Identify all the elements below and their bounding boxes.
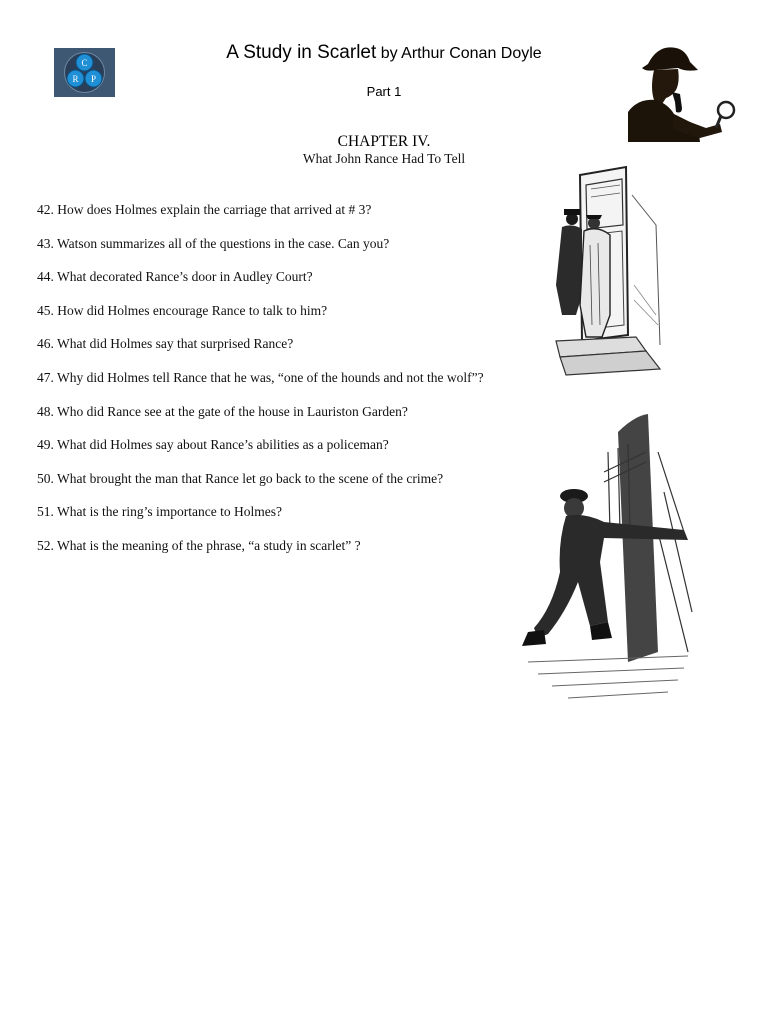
doorway-sketch	[536, 165, 664, 377]
question-item: 49. What did Holmes say about Rance’s abilities as a policeman?	[37, 437, 389, 453]
logo-letter-c: C	[81, 58, 88, 68]
question-item: 44. What decorated Rance’s door in Audley Court?	[37, 269, 313, 285]
question-item: 46. What did Holmes say that surprised Rance?	[37, 336, 294, 352]
question-item: 47. Why did Holmes tell Rance that he was, “one of the hounds and not the wolf”?	[37, 369, 484, 385]
question-item: 51. What is the ring’s importance to Holmes?	[37, 504, 282, 520]
question-item: 52. What is the meaning of the phrase, “a study in scarlet” ?	[37, 537, 361, 553]
book-title: A Study in Scarlet	[226, 42, 377, 63]
question-item: 48. Who did Rance see at the gate of the house in Lauriston Garden?	[37, 403, 408, 419]
part-label: Part 1	[366, 84, 402, 99]
gate-sketch	[508, 412, 700, 704]
holmes-silhouette-icon	[628, 42, 736, 144]
question-item: 42. How does Holmes explain the carriage that arrived at # 3?	[37, 202, 372, 217]
book-author: by Arthur Conan Doyle	[380, 45, 542, 62]
question-list	[37, 202, 484, 572]
question-item: 45. How did Holmes encourage Rance to talk to him?	[37, 302, 328, 318]
question-item: 43. Watson summarizes all of the questions in the case. Can you?	[37, 235, 390, 251]
chapter-subtitle: What John Rance Had To Tell	[302, 151, 466, 166]
logo-letter-r: R	[72, 74, 79, 84]
question-item: 50. What brought the man that Rance let go back to the scene of the crime?	[37, 470, 444, 486]
chapter-title: CHAPTER IV.	[337, 133, 431, 150]
logo-letter-p: P	[90, 74, 97, 84]
